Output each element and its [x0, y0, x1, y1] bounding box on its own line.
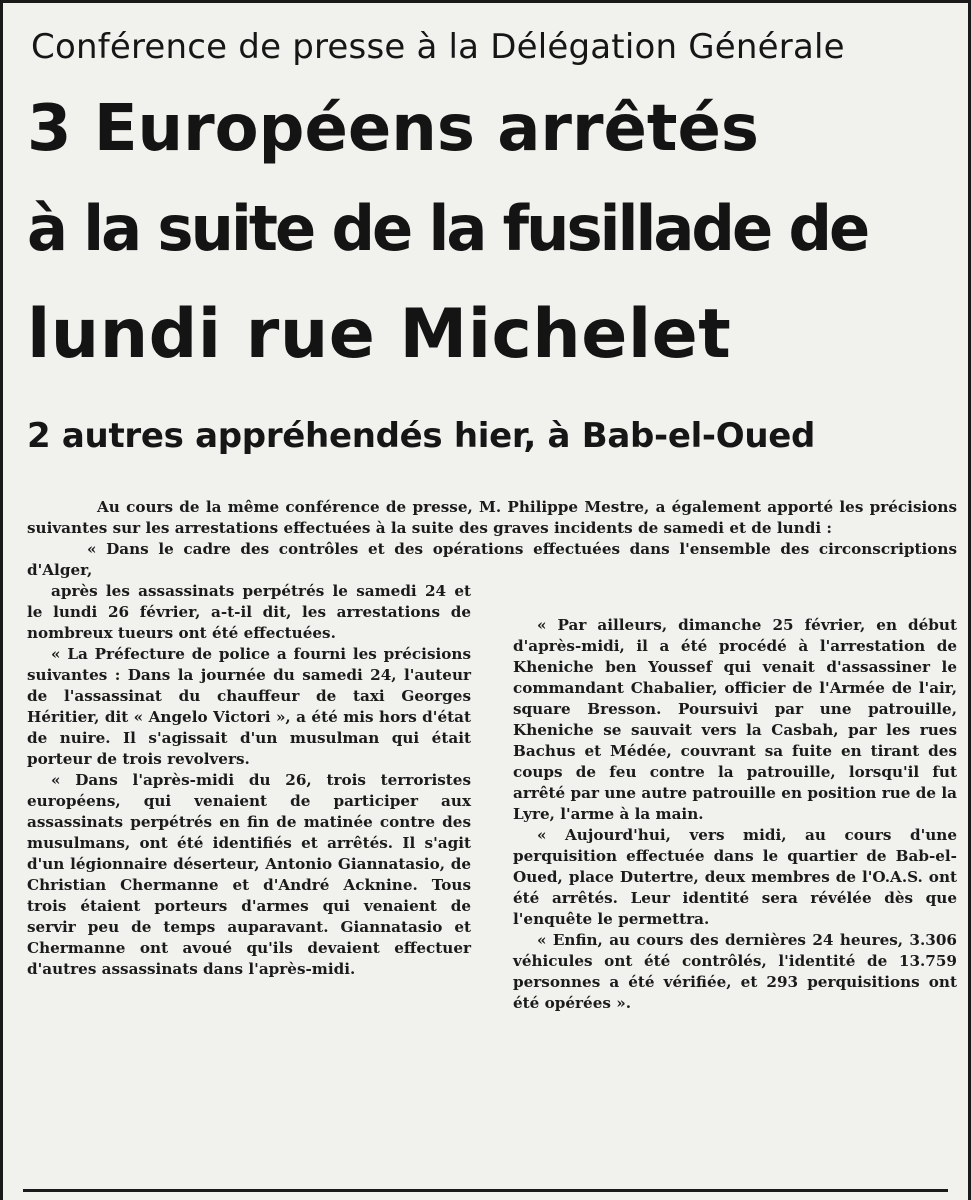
lead-paragraph: « Dans le cadre des contrôles et des opérations effectuées dans l'ensemble des circonscriptions d'Alger,: [27, 540, 957, 579]
kicker: Conférence de presse à la Délégation Générale: [31, 27, 845, 67]
lead-paragraphs: [27, 497, 957, 581]
body-paragraph: « Aujourd'hui, vers midi, au cours d'une perquisition effectuée dans le quartier de Bab-el-Oued, place Dutertre, deux membres de l'O.A.S. ont été arrêtés. Leur identité sera révélée dès que l'enquête le permettra.: [513, 826, 957, 928]
body-paragraph: « Dans l'après-midi du 26, trois terroristes européens, qui venaient de participer aux assassinats perpétrés en fin de matinée contre des musulmans, ont été identifiés et arrêtés. Il s'agit d'un légionnaire déserteur, Antonio Giannatasio, de Christian Chermanne et d'André Acknine. Tous trois étaient porteurs d'armes qui venaient de servir peu de temps auparavant. Giannatasio et Chermanne ont avoué qu'ils devaient effectuer d'autres assassinats dans l'après-midi.: [27, 771, 471, 978]
headline-line-1: 3 Européens arrêtés: [27, 92, 759, 166]
right-column: [513, 615, 957, 1014]
bottom-rule: [23, 1189, 948, 1192]
headline-line-3: lundi rue Michelet: [27, 295, 732, 374]
deck-subheadline: 2 autres appréhendés hier, à Bab-el-Oued: [27, 416, 816, 456]
body-paragraph: « Par ailleurs, dimanche 25 février, en début d'après-midi, il a été procédé à l'arrestation de Kheniche ben Youssef qui venait d'assassiner le commandant Chabalier, officier de l'Armée de l'air, square Bresson. Poursuivi par une patrouille, Kheniche se sauvait vers la Casbah, par les rues Bachus et Médée, couvrant sa fuite en tirant des coups de feu contre la patrouille, lorsqu'il fut arrêté par une autre patrouille en position rue de la Lyre, l'arme à la main.: [513, 616, 957, 823]
lead-paragraph: Au cours de la même conférence de presse, M. Philippe Mestre, a également apporté les précisions suivantes sur les arrestations effectuées à la suite des graves incidents de samedi et de lundi :: [27, 498, 957, 537]
left-column: [27, 581, 471, 980]
headline-line-2: à la suite de la fusillade de: [27, 192, 868, 265]
body-paragraph: « La Préfecture de police a fourni les précisions suivantes : Dans la journée du samedi 24, l'auteur de l'assassinat du chauffeur de taxi Georges Héritier, dit « Angelo Victori », a été mis hors d'état de nuire. Il s'agissait d'un musulman qui était porteur de trois revolvers.: [27, 645, 471, 768]
body-paragraph: après les assassinats perpétrés le samedi 24 et le lundi 26 février, a-t-il dit, les arrestations de nombreux tueurs ont été effectuées.: [27, 582, 471, 642]
body-paragraph: « Enfin, au cours des dernières 24 heures, 3.306 véhicules ont été contrôlés, l'identité de 13.759 personnes a été vérifiée, et 293 perquisitions ont été opérées ».: [513, 931, 957, 1012]
